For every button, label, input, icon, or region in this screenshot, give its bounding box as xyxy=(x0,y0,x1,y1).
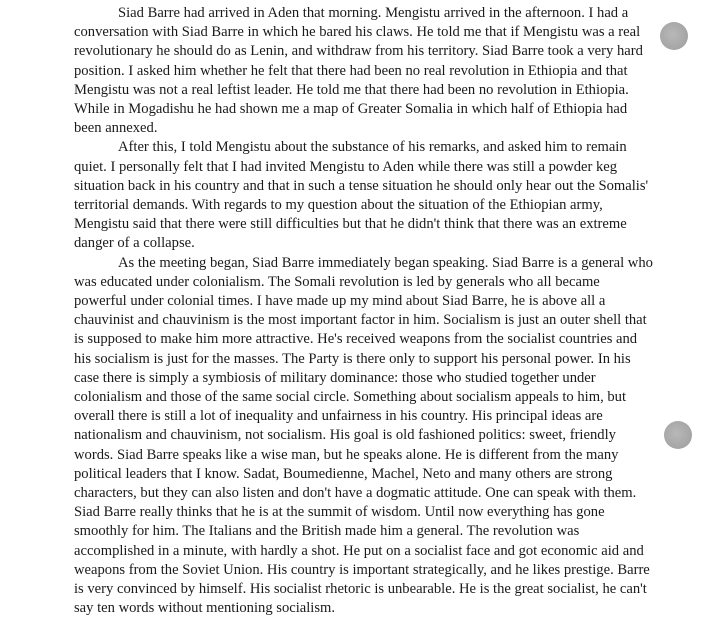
punch-hole-top xyxy=(660,22,688,50)
punch-hole-middle xyxy=(664,421,692,449)
paragraph-2: After this, I told Mengistu about the substance of his remarks, and asked him to remain quiet. I personally felt that I had invited Mengistu to Aden while there was still a powder keg situation back in his country and that in such a tense situation he should only hear out the Somalis' territorial demands. With regards to my question about the situation of the Ethiopian army, Mengistu said that there were still difficulties but that he didn't think that there was an extreme danger of a collapse. xyxy=(74,139,649,252)
document-body xyxy=(74,4,654,619)
paragraph-1: Siad Barre had arrived in Aden that morning. Mengistu arrived in the afternoon. I had a conversation with Siad Barre in which he bared his claws. He told me that if Mengistu was a real revolutionary he should do as Lenin, and withdraw from his territory. Siad Barre took a very hard position. I asked him whether he felt that there had been no real revolution in Ethiopia and that Mengistu was not a real leftist leader. He told me that there had been no revolution in Ethiopia. While in Mogadishu he had shown me a map of Greater Somalia in which half of Ethiopia had been annexed. xyxy=(74,5,643,137)
paragraph-3: As the meeting began, Siad Barre immediately began speaking. Siad Barre is a general who was educated under colonialism. The Somali revolution is led by generals who all became powerful under colonial times. I have made up my mind about Siad Barre, he is above all a chauvinist and chauvinism is the most important factor in him. Socialism is just an outer shell that is supposed to make him more attractive. He's received weapons from the socialist countries and his socialism is just for the masses. The Party is there only to support his personal power. In his case there is simply a symbiosis of military dominance: those who studied together under colonialism and those of the same social circle. Something about socialism appeals to him, but overall there is still a lot of inequality and unfairness in his country. His principal ideas are nationalism and chauvinism, not socialism. His goal is old fashioned politics: sweet, friendly words. Siad Barre speaks like a wise man, but he speaks alone. He is different from the many political leaders that I know. Sadat, Boumedienne, Machel, Neto and many others are strong characters, but they can also listen and don't have a dogmatic attitude. One can speak with them. Siad Barre really thinks that he is at the summit of wisdom. Until now everything has gone smoothly for him. The Italians and the British made him a general. The revolution was accomplished in a minute, with hardly a shot. He put on a socialist face and got economic aid and weapons from the Soviet Union. His country is important strategically, and he likes prestige. Barre is very convinced by himself. His socialist rhetoric is unbearable. He is the great socialist, he can't say ten words without mentioning socialism. xyxy=(74,254,653,617)
